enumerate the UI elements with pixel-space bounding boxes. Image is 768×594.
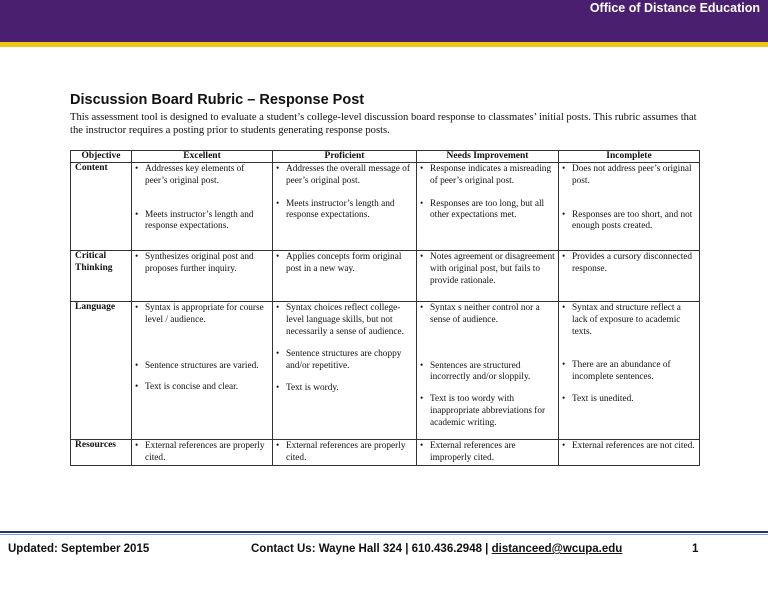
list-item: • Text is too wordy with inappropriate abbreviations for academic writing. bbox=[420, 394, 555, 429]
contact-text: Contact Us: Wayne Hall 324 | 610.436.2948 | bbox=[251, 543, 492, 555]
office-title: Office of Distance Education bbox=[589, 1, 760, 15]
list-item: • Text is concise and clear. bbox=[135, 382, 269, 394]
proficient-cell bbox=[273, 163, 417, 251]
list-item: • External references are properly cited. bbox=[276, 441, 413, 465]
list-item: • Syntax and structure reflect a lack of exposure to academic texts. bbox=[562, 303, 696, 338]
page-number: 1 bbox=[692, 543, 699, 555]
list-item: • Sentences are structured incorrectly and/or sloppily. bbox=[420, 361, 555, 385]
list-item: • Addresses key elements of peer’s original post. bbox=[135, 164, 269, 188]
header-objective: Objective bbox=[71, 151, 132, 163]
objective-cell: Critical Thinking bbox=[71, 251, 132, 302]
list-item: • Sentence structures are varied. bbox=[135, 361, 269, 373]
footer-divider-thin bbox=[0, 534, 768, 535]
table-row bbox=[71, 163, 700, 251]
list-item: • Syntax s neither control nor a sense of audience. bbox=[420, 303, 555, 327]
incomplete-cell bbox=[559, 251, 700, 302]
objective-cell: Language bbox=[71, 302, 132, 440]
header-incomplete: Incomplete bbox=[559, 151, 700, 163]
table-row bbox=[71, 302, 700, 440]
list-item: • Synthesizes original post and proposes further inquiry. bbox=[135, 252, 269, 276]
proficient-cell bbox=[273, 251, 417, 302]
excellent-cell bbox=[132, 251, 273, 302]
proficient-cell bbox=[273, 302, 417, 440]
objective-cell: Content bbox=[71, 163, 132, 251]
list-item: • Syntax is appropriate for course level / audience. bbox=[135, 303, 269, 327]
intro-paragraph: This assessment tool is designed to evaluate a student’s college-level discussion board response to classmates’ initial posts. This rubric assumes that the instructor requires a posting prior to students generating response posts. bbox=[70, 112, 697, 136]
updated-date: Updated: September 2015 bbox=[8, 543, 150, 555]
table-row bbox=[71, 440, 700, 466]
list-item: • Provides a cursory disconnected response. bbox=[562, 252, 696, 276]
excellent-cell bbox=[132, 163, 273, 251]
list-item: • There are an abundance of incomplete sentences. bbox=[562, 360, 696, 384]
list-item: • Response indicates a misreading of peer’s original post. bbox=[420, 164, 555, 188]
contact-info bbox=[251, 543, 622, 555]
footer-divider bbox=[0, 531, 768, 533]
proficient-cell bbox=[273, 440, 417, 466]
list-item: • Does not address peer’s original post. bbox=[562, 164, 696, 188]
header-accent-stripe bbox=[0, 42, 768, 47]
list-item: • Text is wordy. bbox=[276, 383, 413, 395]
list-item: • Sentence structures are choppy and/or repetitive. bbox=[276, 349, 413, 373]
list-item: • Meets instructor’s length and response expectations. bbox=[276, 199, 413, 223]
excellent-cell bbox=[132, 440, 273, 466]
list-item: • Meets instructor’s length and response expectations. bbox=[135, 210, 269, 234]
email-link[interactable]: distanceed@wcupa.edu bbox=[491, 543, 623, 555]
list-item: • External references are properly cited. bbox=[135, 441, 269, 465]
document-title: Discussion Board Rubric – Response Post bbox=[70, 92, 365, 108]
list-item: • Notes agreement or disagreement with original post, but fails to provide rationale. bbox=[420, 252, 555, 287]
objective-cell: Resources bbox=[71, 440, 132, 466]
list-item: • Applies concepts form original post in a new way. bbox=[276, 252, 413, 276]
list-item: • External references are not cited. bbox=[562, 441, 696, 453]
incomplete-cell bbox=[559, 163, 700, 251]
rubric-header-row bbox=[71, 151, 700, 163]
incomplete-cell bbox=[559, 440, 700, 466]
table-row bbox=[71, 251, 700, 302]
needs-improvement-cell bbox=[417, 251, 559, 302]
needs-improvement-cell bbox=[417, 163, 559, 251]
list-item: • External references are improperly cited. bbox=[420, 441, 555, 465]
list-item: • Syntax choices reflect college-level language skills, but not necessarily a sense of audience. bbox=[276, 303, 413, 338]
list-item: • Text is unedited. bbox=[562, 394, 696, 406]
header-excellent: Excellent bbox=[132, 151, 273, 163]
excellent-cell bbox=[132, 302, 273, 440]
needs-improvement-cell bbox=[417, 302, 559, 440]
header-proficient: Proficient bbox=[273, 151, 417, 163]
needs-improvement-cell bbox=[417, 440, 559, 466]
incomplete-cell bbox=[559, 302, 700, 440]
list-item: • Responses are too long, but all other expectations met. bbox=[420, 199, 555, 223]
list-item: • Addresses the overall message of peer’s original post. bbox=[276, 164, 413, 188]
header-needs-improvement: Needs Improvement bbox=[417, 151, 559, 163]
rubric-table bbox=[70, 150, 700, 466]
list-item: • Responses are too short, and not enough posts created. bbox=[562, 210, 696, 234]
